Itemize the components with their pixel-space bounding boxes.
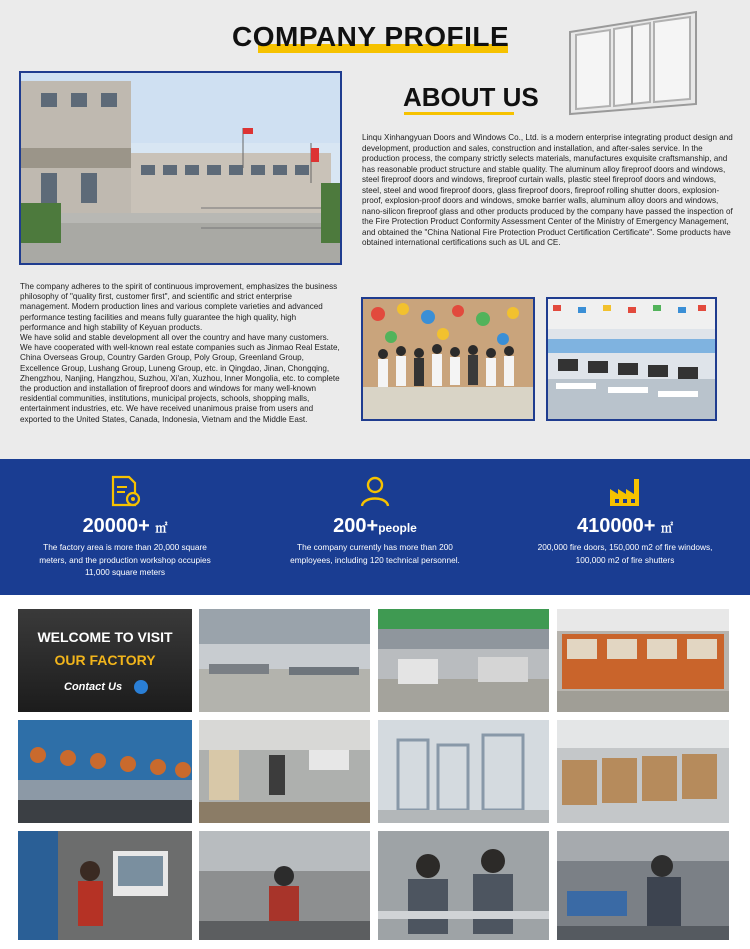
stat-number: 200+people	[333, 515, 417, 537]
contact-us-link[interactable]: Contact Us	[64, 681, 123, 693]
person-icon	[357, 473, 393, 509]
company-description: The company adheres to the spirit of continuous improvement, emphasizes the business philosophy of "quality first, customer first", and scientific and strict enterprise management. Modern production lines and various complete varieties and advanced performance testing facilities and means fully guarantee the high quality, high performance and high stability of Keyuan products. We have solid and stable development all over the country and have many customers. We have cooperated with well-known real estate companies such as Jinmao Real Estate, China Overseas Group, Country Garden Group, Poly Group, Greenland Group, Excellence Group, Lushang Group, Luneng Group, etc. in Qingdao, Jinan, Chongqing, Zhengzhou, Nanjing, Hangzhou, Suzhou, Xi'an, Xuzhou, Inner Mongolia, etc. to complete the production and installation of fireproof doors and windows for many well-known residential communities, institutions, municipal projects, schools, shopping malls, entertainment industries, etc. We have received unanimous praise from users and exported to the United States, Canada, Indonesia, Vietnam and the Middle East.	[20, 282, 340, 424]
about-title: ABOUT US	[403, 82, 539, 112]
gallery-photo-stock	[557, 720, 729, 823]
stat-employees	[250, 459, 500, 595]
gallery-photo-warehouse	[557, 609, 729, 712]
gallery-photo-workshop-2	[378, 609, 549, 712]
team-photo	[361, 297, 535, 421]
gallery-photo-workshop-1	[199, 609, 370, 712]
welcome-line-2: OUR FACTORY	[54, 652, 156, 668]
welcome-line-1: WELCOME TO VISIT	[37, 629, 173, 645]
factory-document-icon	[107, 473, 143, 509]
gallery-photo-workers	[378, 831, 549, 940]
gallery-photo-machine	[557, 831, 729, 940]
stat-production	[500, 459, 750, 595]
gallery-photo-rollers	[18, 720, 192, 823]
factory-icon	[607, 473, 643, 509]
about-underline	[404, 112, 514, 115]
stat-description: 200,000 fire doors, 150,000 m2 of fire windows, 100,000 m2 of fire shutters	[537, 542, 713, 565]
factory-building-photo	[19, 71, 342, 265]
welcome-banner	[18, 609, 192, 712]
stats-band	[0, 459, 750, 595]
office-photo	[546, 297, 717, 421]
about-text: Linqu Xinhangyuan Doors and Windows Co., Ltd. is a modern enterprise integrating product design and development, production and sales, construction and installation, and after-sales service. In the production process, the company strictly selects materials, manufactures exquisite craftsmanship, and has reasonable product structure and stable quality. The aluminum alloy fireproof doors and windows, steel fireproof doors and windows, fireproof curtain walls, plastic steel fireproof doors and windows, steel, steel and wood fireproof doors, glass fireproof doors, fireproof rolling shutter doors, explosion-proof, explosion-proof doors and windows, smoke barrier walls, aluminum alloy doors and windows, nano-silicon fireproof glass and other products produced by the company have passed the inspection of the Fire Protection Product Conformity Assessment Center of the Ministry of Emergency Management, and obtained the "China National Fire Protection Product Certification Certificate". Some products have obtained international certifications such as UL and CE.	[362, 133, 733, 247]
stat-number: 410000+ ㎡	[577, 515, 673, 537]
gallery-photo-assembly-1	[199, 720, 370, 823]
stat-factory-area	[0, 459, 250, 595]
stat-description: The factory area is more than 20,000 square meters, and the production workshop occupies 11,000 square meters	[39, 542, 211, 577]
globe-icon[interactable]	[134, 680, 148, 694]
gallery-photo-frames	[378, 720, 549, 823]
stat-number: 20000+ ㎡	[82, 515, 168, 537]
page-title: COMPANY PROFILE	[232, 21, 510, 52]
stat-description: The company currently has more than 200 employees, including 120 technical personnel.	[290, 542, 460, 565]
gallery-photo-operator	[18, 831, 192, 940]
window-product-image	[566, 10, 700, 116]
gallery-photo-welder	[199, 831, 370, 940]
